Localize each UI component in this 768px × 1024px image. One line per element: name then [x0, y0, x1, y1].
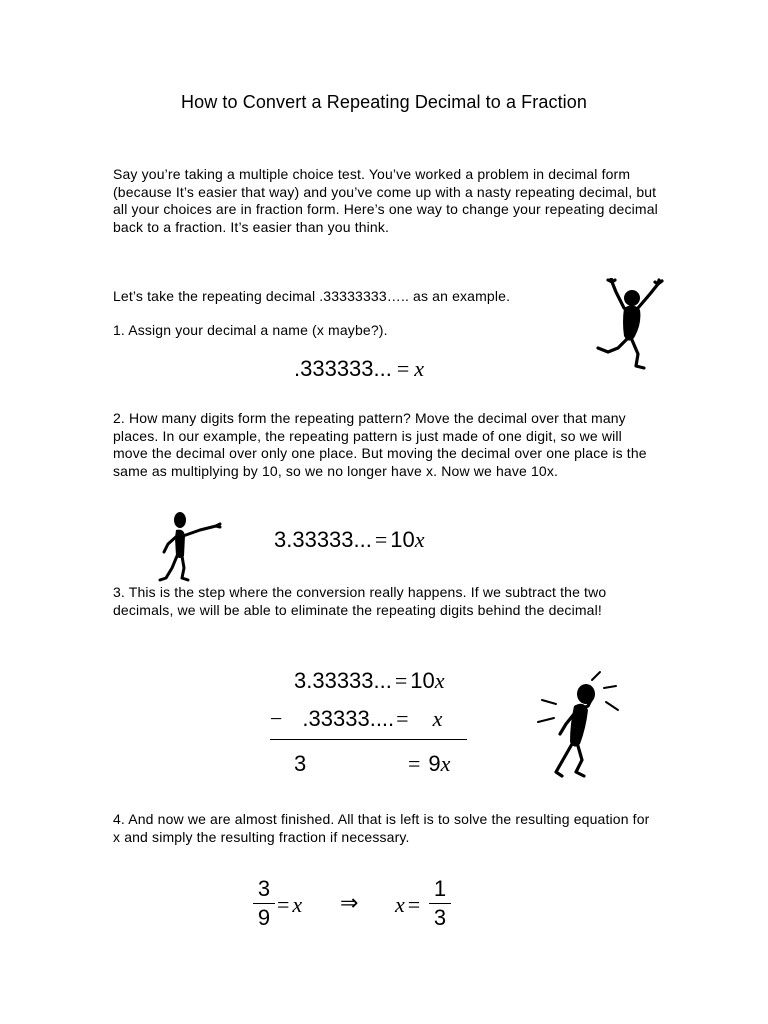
- equation-2-equals: =: [374, 527, 388, 552]
- equation-3-row-2-equals: =: [396, 706, 409, 731]
- equation-3-underline: [270, 739, 467, 740]
- step-1-text: 1. Assign your decimal a name (x maybe?).: [113, 322, 388, 338]
- pointing-stick-figure: [150, 508, 222, 584]
- intro-paragraph: Say you’re taking a multiple choice test. You’ve worked a problem in decimal form (because It’s easier that way) and you’ve come up with a nasty repeating decimal, but all your choices are in fraction form. Here’s one way to change your repeating decimal back to a fraction. It’s easier than you think.: [113, 166, 658, 235]
- equation-3-row-2-left: .33333....: [302, 706, 395, 731]
- fraction-numerator: 1: [433, 876, 447, 901]
- equation-3-row-3-var: x: [440, 751, 451, 776]
- equation-3-minus-sign: −: [270, 706, 283, 731]
- equation-2-var: x: [414, 527, 425, 552]
- equation-2-coef: 10: [390, 527, 415, 552]
- equation-3-row-3-coef: 9: [428, 751, 441, 776]
- implies-arrow: ⇒: [340, 890, 359, 915]
- equation-4-var-1: x: [292, 892, 303, 917]
- equation-3-row-1-equals: =: [394, 668, 408, 693]
- equation-3-row-1: [294, 668, 445, 694]
- fraction-numerator: 3: [257, 876, 271, 901]
- equation-4-right: [395, 892, 420, 918]
- equation-1: [294, 356, 424, 382]
- fraction-denominator: 9: [257, 905, 271, 930]
- frustrated-stick-figure: [526, 664, 626, 784]
- equation-2: [274, 527, 425, 553]
- equation-1-equals: =: [396, 356, 410, 381]
- fraction-1-over-3: [429, 876, 451, 931]
- equation-4-left: [277, 892, 302, 918]
- fraction-bar: [429, 903, 451, 904]
- fraction-bar: [253, 903, 275, 904]
- equation-4-var-2: x: [395, 892, 405, 917]
- example-line: Let’s take the repeating decimal .33333333….. as an example.: [113, 288, 511, 304]
- equation-4-equals-1: =: [277, 892, 290, 917]
- equation-4-equals-2: =: [407, 892, 421, 917]
- equation-2-left: 3.33333...: [274, 527, 372, 552]
- step-3-text: 3. This is the step where the conversion really happens. If we subtract the two decimals, we will be able to eliminate the repeating digits behind the decimal!: [113, 584, 607, 618]
- equation-3-row-3: [294, 751, 306, 777]
- fraction-3-over-9: [253, 876, 275, 931]
- equation-3-row-3-equals: =: [408, 751, 421, 776]
- equation-1-var: x: [414, 356, 425, 381]
- step-2-text: 2. How many digits form the repeating pattern? Move the decimal over that many places. In our example, the repeating pattern is just made of one digit, so we will move the decimal over only one place. But moving the decimal over one place is the same as multiplying by 10, so we no longer have x. Now we have 10x.: [113, 410, 647, 479]
- equation-3-row-2-var: x: [432, 706, 443, 731]
- step-4-text: 4. And now we are almost finished. All that is left is to solve the resulting equation for x and simply the resulting fraction if necessary.: [113, 811, 650, 845]
- equation-3-row-2: [270, 706, 442, 732]
- equation-3-row-1-left: 3.33333...: [294, 668, 392, 693]
- equation-3-row-1-coef: 10: [410, 668, 435, 693]
- page-title: How to Convert a Repeating Decimal to a Fraction: [181, 92, 587, 112]
- fraction-denominator: 3: [433, 905, 447, 930]
- equation-3-row-3-right: [408, 751, 450, 777]
- equation-3-row-3-left: 3: [294, 751, 307, 776]
- equation-1-left: .333333...: [294, 356, 392, 381]
- dancing-stick-figure: [588, 278, 670, 372]
- equation-3-row-1-var: x: [434, 668, 445, 693]
